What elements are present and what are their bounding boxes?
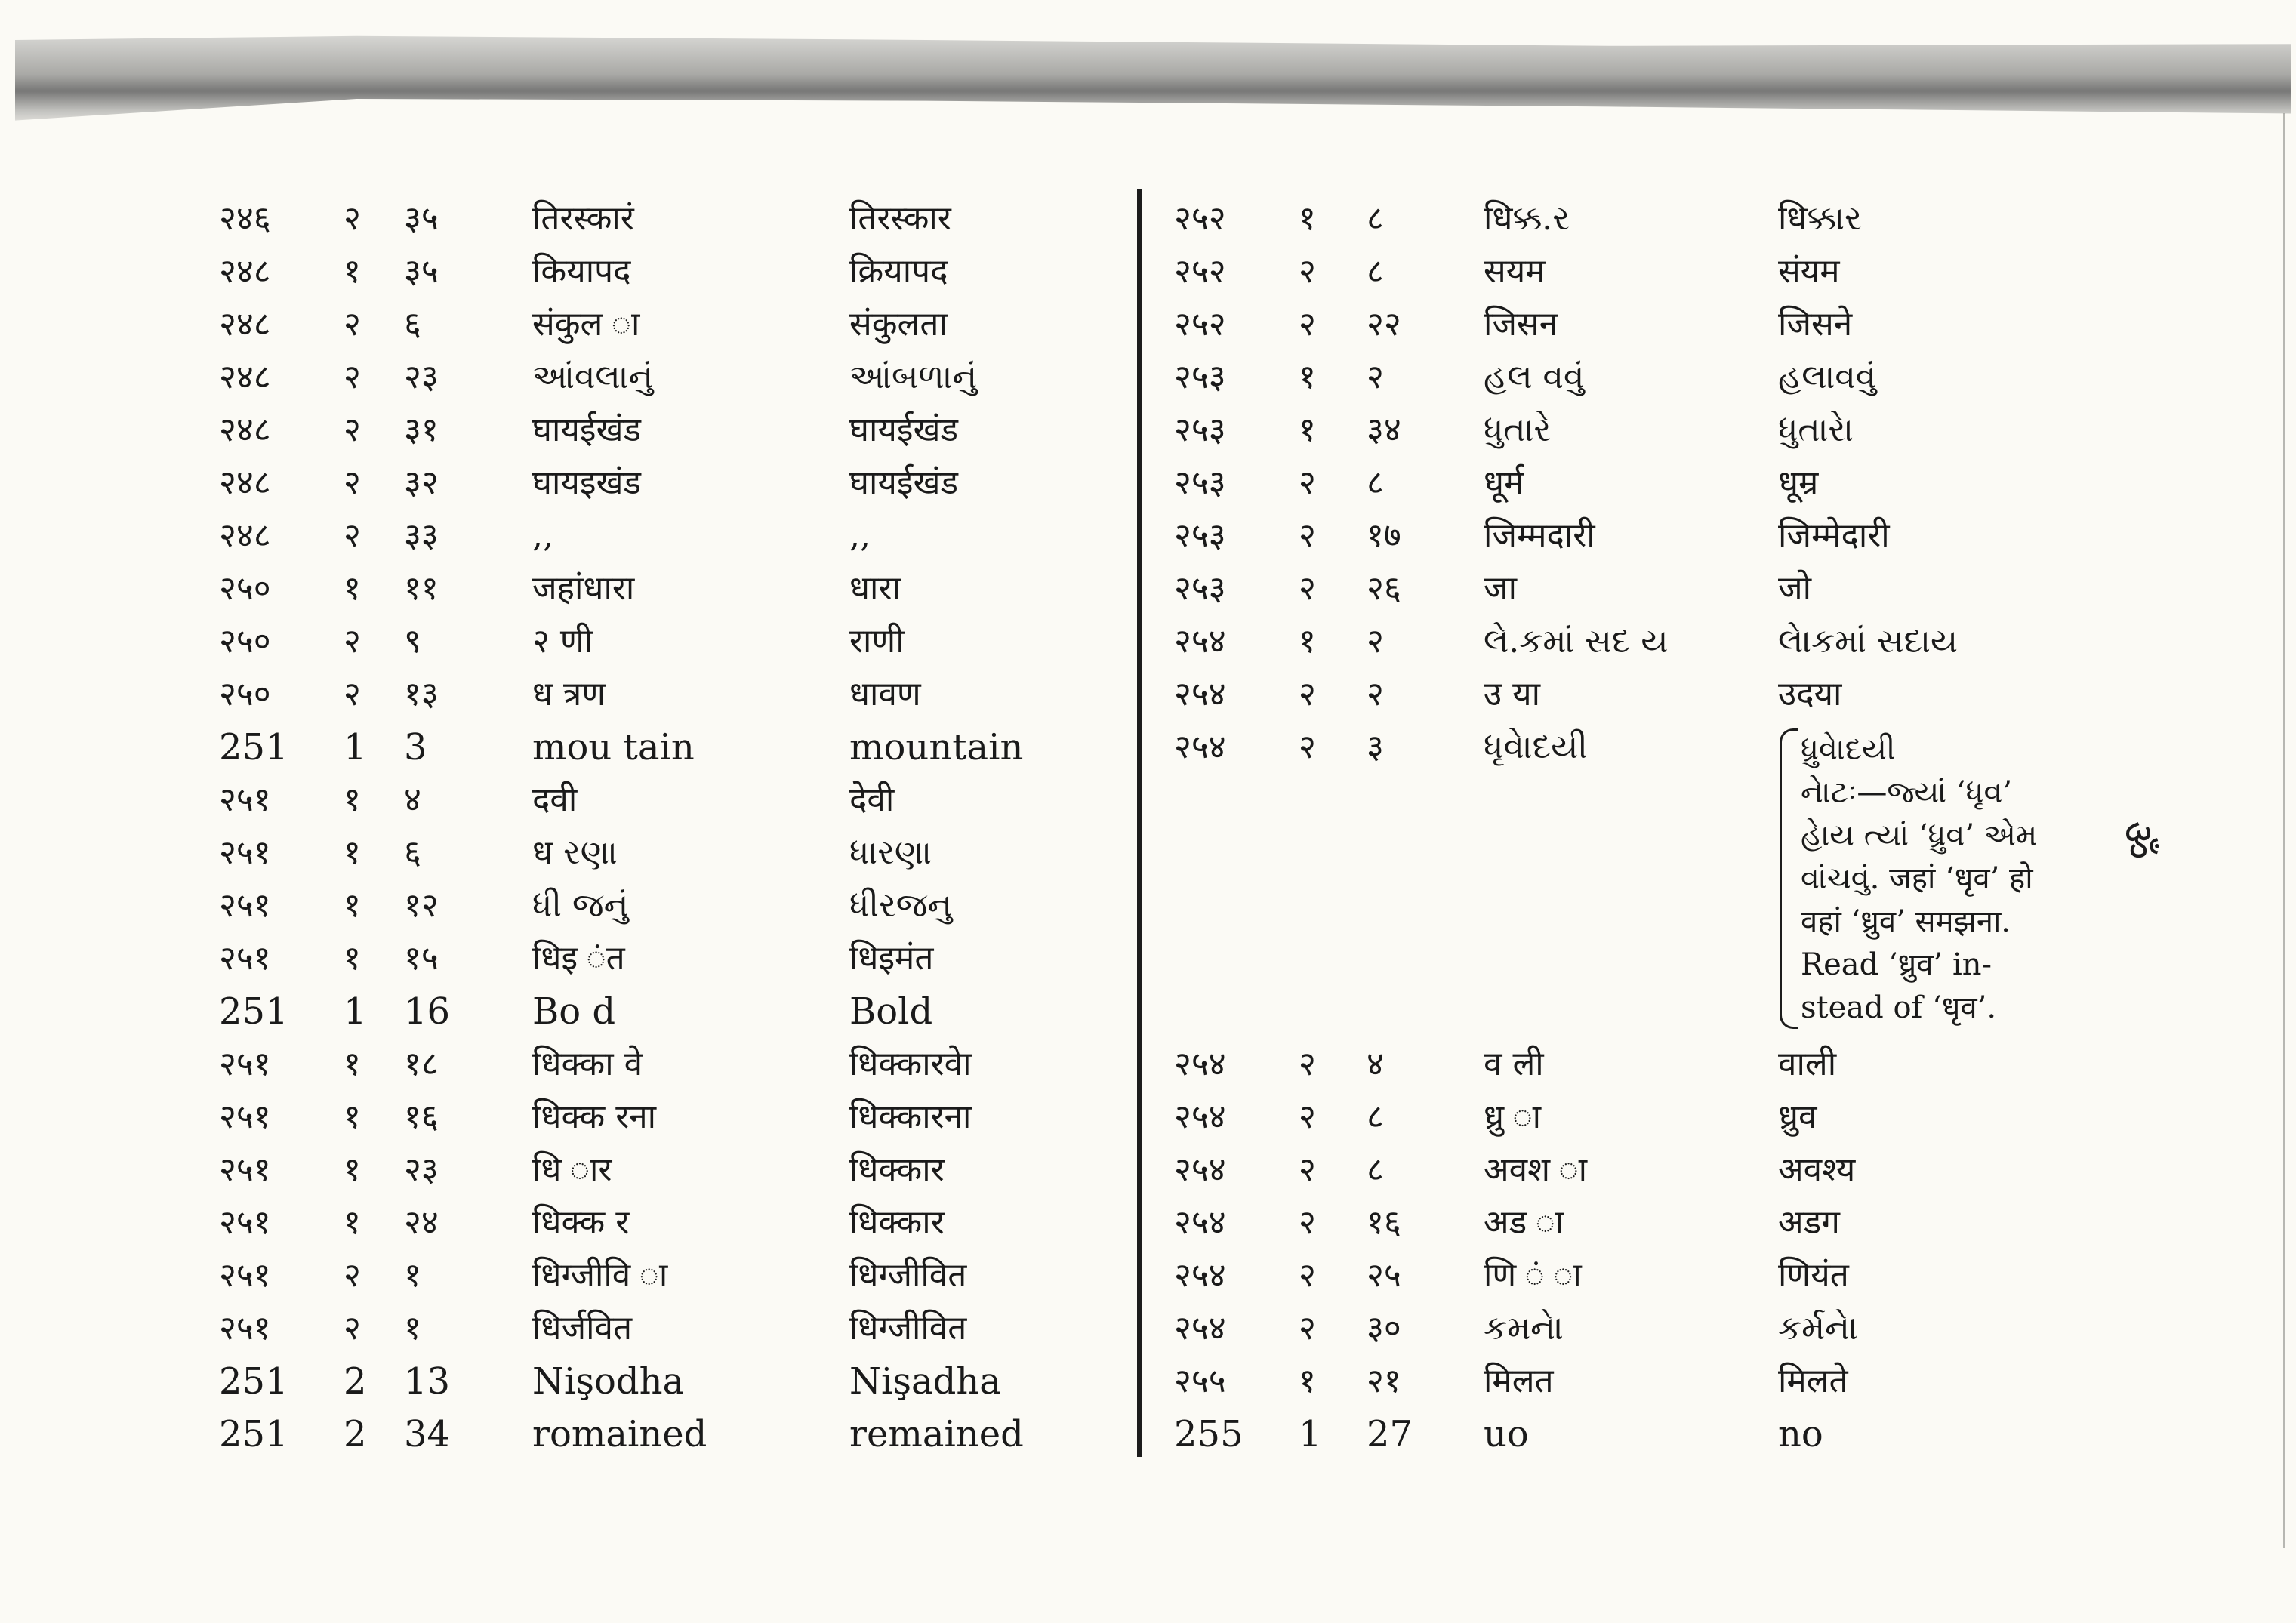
errata-correct-cell: संकुलता — [849, 305, 948, 343]
errata-wrong-cell: कियापद — [532, 252, 631, 291]
errata-line-cell: ११ — [404, 569, 439, 608]
errata-line-cell: २ — [1367, 622, 1384, 661]
errata-correct-cell: जिम्मेदारी — [1778, 516, 1890, 555]
errata-col-cell: २ — [1299, 516, 1316, 555]
errata-line-cell: 27 — [1367, 1413, 1413, 1455]
errata-line-cell: २४ — [404, 1203, 439, 1242]
errata-wrong-cell: ध રણા — [532, 833, 618, 872]
errata-col-cell: १ — [344, 569, 361, 608]
errata-wrong-cell: ध त्रण — [532, 675, 606, 713]
errata-page-cell: 251 — [219, 990, 288, 1033]
errata-correct-cell: કર્મને। — [1778, 1309, 1859, 1347]
errata-col-cell: २ — [1299, 1256, 1316, 1295]
errata-line-cell: १ — [404, 1309, 421, 1347]
errata-wrong-cell: घायईखंड — [532, 411, 642, 449]
errata-col-cell: २ — [1299, 252, 1316, 291]
errata-page-cell: २५४ — [1174, 728, 1226, 766]
errata-line-cell: २ — [1367, 675, 1384, 713]
page-edge-line — [2283, 113, 2285, 1548]
errata-wrong-cell: धिक्क रना — [532, 1098, 657, 1136]
errata-page-cell: २४८ — [219, 516, 271, 555]
errata-col-cell: २ — [344, 463, 361, 502]
errata-line-cell: 16 — [404, 990, 451, 1033]
errata-line-cell: १५ — [404, 939, 439, 978]
errata-correct-cell: क्रियापद — [849, 252, 948, 291]
errata-correct-cell: धारा — [849, 569, 901, 608]
margin-mark: ॐ — [2113, 821, 2162, 860]
errata-wrong-cell: उ या — [1484, 675, 1541, 713]
errata-page-cell: २५१ — [219, 1309, 271, 1347]
errata-note — [1801, 728, 2088, 1030]
errata-wrong-cell: धूर्म — [1484, 463, 1524, 502]
errata-line-cell: ६ — [404, 833, 421, 872]
errata-col-cell: १ — [344, 939, 361, 978]
errata-page-cell: २५१ — [219, 1203, 271, 1242]
errata-page-cell: २५४ — [1174, 1256, 1226, 1295]
errata-page-cell: २४८ — [219, 252, 271, 291]
errata-page-cell: २५३ — [1174, 516, 1226, 555]
errata-wrong-cell: धिक्का वे — [532, 1045, 643, 1083]
errata-wrong-cell: जिसन — [1484, 305, 1558, 343]
errata-col-cell: २ — [344, 516, 361, 555]
errata-correct-cell: धूम्र — [1778, 463, 1819, 502]
errata-wrong-cell: ध्रु ा — [1484, 1098, 1542, 1136]
errata-line-cell: ३५ — [404, 199, 439, 238]
errata-correct-cell: घायईखंड — [849, 463, 959, 502]
errata-wrong-cell: romained — [532, 1413, 707, 1455]
errata-col-cell: १ — [344, 1045, 361, 1083]
errata-correct-cell: धिग्जीवित — [849, 1256, 967, 1295]
errata-col-cell: १ — [344, 1150, 361, 1189]
errata-line-cell: ४ — [404, 781, 421, 819]
errata-line-cell: २ — [1367, 358, 1384, 396]
errata-correct-cell: धिक्कारना — [849, 1098, 972, 1136]
errata-line-cell: २५ — [1367, 1256, 1401, 1295]
note-line: Read ‘ध्रुव’ in- — [1801, 947, 1992, 982]
errata-col-cell: २ — [1299, 1150, 1316, 1189]
errata-page-cell: २४८ — [219, 463, 271, 502]
errata-correct-cell: ધીરજનુ — [849, 886, 953, 925]
errata-col-cell: १ — [344, 781, 361, 819]
errata-page-cell: २५३ — [1174, 569, 1226, 608]
errata-line-cell: २२ — [1367, 305, 1401, 343]
errata-page-cell: 255 — [1174, 1413, 1244, 1455]
errata-page-cell: २५२ — [1174, 199, 1226, 238]
errata-page-cell: २५४ — [1174, 675, 1226, 713]
errata-col-cell: १ — [344, 886, 361, 925]
errata-col-cell: २ — [344, 305, 361, 343]
errata-line-cell: १६ — [404, 1098, 439, 1136]
errata-page-cell: २५५ — [1174, 1362, 1226, 1400]
errata-correct-cell: remained — [849, 1413, 1024, 1455]
errata-page-cell: २४८ — [219, 305, 271, 343]
errata-col-cell: २ — [1299, 1203, 1316, 1242]
errata-page-cell: २५१ — [219, 1256, 271, 1295]
errata-page-cell: २५१ — [219, 833, 271, 872]
errata-correct-cell: संयम — [1778, 252, 1840, 291]
errata-wrong-cell: धिક્ક.ર — [1484, 199, 1570, 238]
errata-wrong-cell: संकुल ा — [532, 305, 640, 343]
errata-wrong-cell: २ णी — [532, 622, 593, 661]
errata-correct-cell: मिलते — [1778, 1362, 1848, 1400]
errata-page-cell: २५० — [219, 569, 271, 608]
errata-line-cell: १८ — [404, 1045, 439, 1083]
errata-line-cell: २३ — [404, 1150, 439, 1189]
errata-correct-cell: अवश्य — [1778, 1150, 1856, 1189]
errata-page-cell: २४८ — [219, 358, 271, 396]
errata-correct-cell: no — [1778, 1413, 1823, 1455]
errata-wrong-cell: अवश ा — [1484, 1150, 1587, 1189]
errata-line-cell: ३ — [1367, 728, 1384, 766]
errata-col-cell: २ — [344, 622, 361, 661]
errata-line-cell: ८ — [1367, 463, 1384, 502]
errata-wrong-cell: णि ं ा — [1484, 1256, 1582, 1295]
errata-wrong-cell: લે.કમાં સદ ય — [1484, 622, 1669, 661]
errata-col-cell: 1 — [344, 726, 367, 768]
errata-correct-cell: ધારણા — [849, 833, 932, 872]
errata-wrong-cell: धिइ ंत — [532, 939, 625, 978]
errata-col-cell: १ — [344, 252, 361, 291]
errata-col-cell: २ — [1299, 1309, 1316, 1347]
errata-wrong-cell: ,, — [532, 516, 553, 555]
errata-col-cell: २ — [1299, 1098, 1316, 1136]
errata-page-cell: 251 — [219, 1360, 288, 1403]
errata-page-cell: २५३ — [1174, 463, 1226, 502]
errata-correct-cell: આંબળાનું — [849, 358, 978, 396]
errata-col-cell: २ — [1299, 1045, 1316, 1083]
errata-correct-cell: घायईखंड — [849, 411, 959, 449]
errata-col-cell: २ — [344, 1256, 361, 1295]
errata-line-cell: १ — [404, 1256, 421, 1295]
errata-page-cell: २५४ — [1174, 1150, 1226, 1189]
errata-line-cell: ३१ — [404, 411, 439, 449]
errata-line-cell: ८ — [1367, 199, 1384, 238]
errata-correct-cell: धिग्जीवित — [849, 1309, 967, 1347]
errata-line-cell: १६ — [1367, 1203, 1401, 1242]
errata-correct-cell: राणी — [849, 622, 905, 661]
errata-page-cell: २५१ — [219, 1150, 271, 1189]
errata-col-cell: २ — [344, 358, 361, 396]
errata-wrong-cell: હલ વવું — [1484, 358, 1585, 396]
errata-page-cell: २५१ — [219, 781, 271, 819]
errata-wrong-cell: ધુતારે — [1484, 411, 1552, 449]
errata-col-cell: १ — [344, 1203, 361, 1242]
errata-line-cell: २१ — [1367, 1362, 1401, 1400]
errata-correct-cell: धिक्कार — [849, 1150, 945, 1189]
errata-page-cell: २५१ — [219, 886, 271, 925]
errata-correct-cell: तिरस्कार — [849, 199, 951, 238]
errata-col-cell: २ — [344, 675, 361, 713]
errata-line-cell: ३४ — [1367, 411, 1401, 449]
note-line: હેાય ત્યાં ‘ધ્રુવ’ એમ — [1801, 818, 2038, 853]
errata-wrong-cell: કમને। — [1484, 1309, 1564, 1347]
errata-line-cell: १७ — [1367, 516, 1401, 555]
errata-correct-cell: ध्रुव — [1778, 1098, 1817, 1136]
errata-correct-cell: धावण — [849, 675, 921, 713]
errata-wrong-cell: मिलत — [1484, 1362, 1554, 1400]
errata-col-cell: २ — [1299, 569, 1316, 608]
errata-col-cell: २ — [1299, 305, 1316, 343]
note-line: stead of ‘धृव’. — [1801, 990, 1997, 1025]
errata-page-cell: २५१ — [219, 1045, 271, 1083]
errata-wrong-cell: घायइखंड — [532, 463, 642, 502]
errata-wrong-cell: धिर्जवित — [532, 1309, 633, 1347]
errata-page-cell: 251 — [219, 1413, 288, 1455]
errata-wrong-cell: जहांधारा — [532, 569, 635, 608]
errata-col-cell: 1 — [344, 990, 367, 1033]
errata-wrong-cell: धि ार — [532, 1150, 612, 1189]
errata-correct-cell: ,, — [849, 516, 871, 555]
column-divider — [1137, 189, 1142, 1457]
errata-line-cell: ८ — [1367, 1098, 1384, 1136]
errata-page-cell: २५४ — [1174, 622, 1226, 661]
errata-correct-cell: णियंत — [1778, 1256, 1849, 1295]
errata-wrong-cell: ધૃવેાદયી — [1484, 728, 1588, 766]
errata-correct-cell: वाली — [1778, 1045, 1837, 1083]
errata-page-cell: २४६ — [219, 199, 271, 238]
errata-wrong-cell: जा — [1484, 569, 1518, 608]
errata-correct-cell: देवी — [849, 781, 895, 819]
errata-col-cell: २ — [1299, 728, 1316, 766]
errata-line-cell: ८ — [1367, 252, 1384, 291]
errata-correct-cell: લેાકમાં સદાય — [1778, 622, 1958, 661]
errata-line-cell: ८ — [1367, 1150, 1384, 1189]
errata-col-cell: १ — [344, 1098, 361, 1136]
errata-page-cell: २५४ — [1174, 1309, 1226, 1347]
errata-page-cell: २५२ — [1174, 252, 1226, 291]
errata-col-cell: २ — [344, 199, 361, 238]
errata-col-cell: 2 — [344, 1413, 367, 1455]
errata-wrong-cell: तिरस्कारं — [532, 199, 634, 238]
errata-page-cell: २५१ — [219, 1098, 271, 1136]
errata-wrong-cell: આંવલાનું — [532, 358, 654, 396]
errata-col-cell: १ — [1299, 411, 1316, 449]
errata-wrong-cell: दवी — [532, 781, 578, 819]
errata-line-cell: 3 — [404, 726, 427, 768]
errata-line-cell: २६ — [1367, 569, 1401, 608]
errata-wrong-cell: धिक्क र — [532, 1203, 630, 1242]
errata-line-cell: १३ — [404, 675, 439, 713]
note-line: वहां ‘ध्रुव’ समझना. — [1801, 904, 2011, 939]
note-brace — [1780, 728, 1798, 1029]
scan-shadow-band — [15, 30, 2291, 128]
errata-correct-cell: जो — [1778, 569, 1812, 608]
errata-wrong-cell: mou tain — [532, 726, 695, 768]
errata-correct-cell: अडग — [1778, 1203, 1840, 1242]
errata-line-cell: २३ — [404, 358, 439, 396]
errata-correct-cell: धिइमंत — [849, 939, 934, 978]
errata-page-cell: २४८ — [219, 411, 271, 449]
errata-wrong-cell: uo — [1484, 1413, 1529, 1455]
errata-wrong-cell: व ली — [1484, 1045, 1544, 1083]
errata-page-cell: २५४ — [1174, 1203, 1226, 1242]
errata-page-cell: २५३ — [1174, 411, 1226, 449]
errata-col-cell: 2 — [344, 1360, 367, 1403]
errata-page-cell: २५० — [219, 622, 271, 661]
errata-page-cell: २५३ — [1174, 358, 1226, 396]
errata-col-cell: २ — [344, 411, 361, 449]
errata-wrong-cell: अड ा — [1484, 1203, 1564, 1242]
errata-wrong-cell: Bo d — [532, 990, 616, 1033]
errata-col-cell: 1 — [1299, 1413, 1322, 1455]
errata-col-cell: २ — [1299, 463, 1316, 502]
errata-correct-cell: Bold — [849, 990, 933, 1033]
errata-wrong-cell: सयम — [1484, 252, 1546, 291]
errata-correct-cell: धिक्कार — [849, 1203, 945, 1242]
errata-col-cell: १ — [344, 833, 361, 872]
errata-col-cell: १ — [1299, 622, 1316, 661]
errata-line-cell: 34 — [404, 1413, 451, 1455]
errata-col-cell: १ — [1299, 1362, 1316, 1400]
errata-col-cell: १ — [1299, 358, 1316, 396]
errata-wrong-cell: धिग्जीवि ा — [532, 1256, 668, 1295]
errata-correct-cell: Nişadha — [849, 1360, 1001, 1403]
errata-correct-cell: धिક્કાર — [1778, 199, 1862, 238]
errata-correct-cell: धिक्कारवेा — [849, 1045, 972, 1083]
errata-wrong-cell: ધી જનું — [532, 886, 629, 925]
errata-line-cell: ६ — [404, 305, 421, 343]
errata-line-cell: ३३ — [404, 516, 439, 555]
errata-correct-cell: जिसने — [1778, 305, 1853, 343]
errata-col-cell: १ — [1299, 199, 1316, 238]
errata-correct-cell: उदया — [1778, 675, 1842, 713]
errata-correct-cell: હલાવવું — [1778, 358, 1877, 396]
errata-line-cell: ३२ — [404, 463, 439, 502]
errata-page-cell: २५० — [219, 675, 271, 713]
errata-line-cell: १२ — [404, 886, 439, 925]
errata-line-cell: 13 — [404, 1360, 451, 1403]
errata-page-cell: २५४ — [1174, 1045, 1226, 1083]
errata-col-cell: २ — [344, 1309, 361, 1347]
errata-line-cell: ४ — [1367, 1045, 1384, 1083]
errata-correct-cell: mountain — [849, 726, 1024, 768]
errata-page-cell: 251 — [219, 726, 288, 768]
errata-wrong-cell: जिम्मदारी — [1484, 516, 1595, 555]
errata-line-cell: ३५ — [404, 252, 439, 291]
note-line: નેાટઃ—જ્યાં ‘ધૃવ’ — [1801, 775, 2013, 810]
errata-wrong-cell: Nişodha — [532, 1360, 685, 1403]
errata-page-cell: २५१ — [219, 939, 271, 978]
errata-page-cell: २५२ — [1174, 305, 1226, 343]
note-line: વાંચવું. जहां ‘धृव’ हो — [1801, 861, 2033, 896]
errata-line-cell: ९ — [404, 622, 421, 661]
errata-page-cell: २५४ — [1174, 1098, 1226, 1136]
note-line: ધ્રુવેાદયી — [1801, 732, 1896, 767]
errata-line-cell: ३० — [1367, 1309, 1401, 1347]
errata-col-cell: २ — [1299, 675, 1316, 713]
errata-correct-cell: ધુતારેા — [1778, 411, 1854, 449]
